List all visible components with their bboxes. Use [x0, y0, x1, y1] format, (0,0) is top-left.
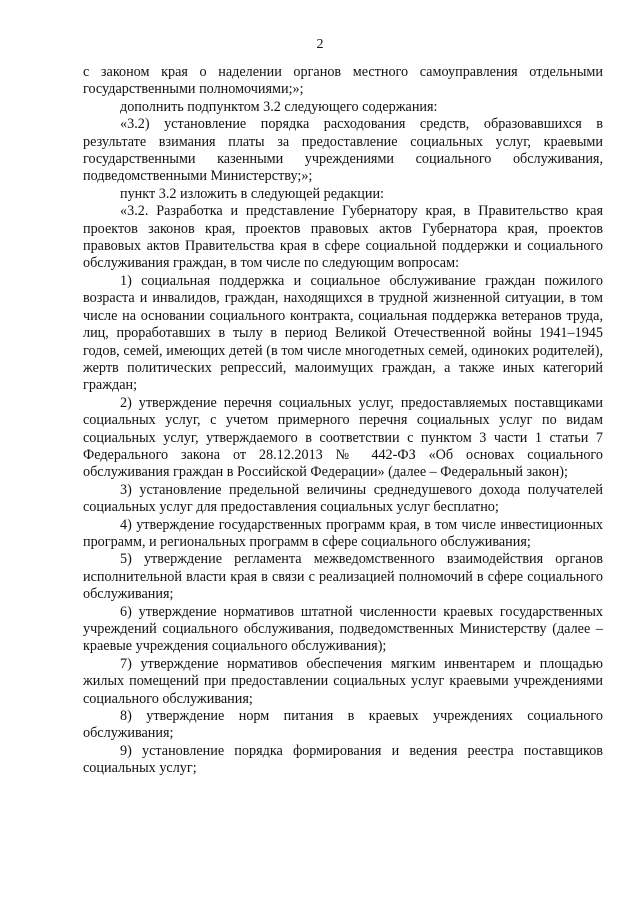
list-item-1: 1) социальная поддержка и социальное обслуживание граждан пожилого возраста и инвалидов, граждан, находящихся в трудной жизненной ситуации, в том числе на основании социального контракта, социальная поддержка ветеранов труда, лиц, проработавших в тылу в период Великой Отечественной войны 1941–1945 годов, семей, имеющих детей (в том числе многодетных семей, одиноких родителей), жертв политических репрессий, малоимущих граждан, а также иных категорий граждан; — [83, 272, 603, 394]
paragraph-subclause-3-2: «3.2) установление порядка расходования средств, образовавшихся в результате взимания платы за предоставление социальных услуг, краевыми государственными казенными учреждениями социального обслуживания, подведомственными Министерству;»; — [83, 116, 603, 185]
list-item-6: 6) утверждение нормативов штатной численности краевых государственных учреждений социального обслуживания, подведомственных Министерству (далее – краевые учреждения социального обслуживания); — [83, 603, 603, 655]
paragraph-continuation: с законом края о наделении органов местного самоуправления отдельными государственными полномочиями;»; — [83, 64, 603, 98]
list-item-3: 3) установление предельной величины среднедушевого дохода получателей социальных услуг для предоставления социальных услуг бесплатно; — [83, 481, 603, 516]
list-item-5: 5) утверждение регламента межведомственного взаимодействия органов исполнительной власти края в связи с реализацией полномочий в сфере социального обслуживания; — [83, 551, 603, 603]
list-item-8: 8) утверждение норм питания в краевых учреждениях социального обслуживания; — [83, 708, 603, 742]
paragraph-amend-instruction: дополнить подпунктом 3.2 следующего содержания: — [120, 98, 438, 115]
list-item-9: 9) установление порядка формирования и ведения реестра поставщиков социальных услуг; — [83, 742, 603, 777]
list-item-2: 2) утверждение перечня социальных услуг, предоставляемых поставщиками социальных услуг, с учетом примерного перечня социальных услуг по видам социальных услуг, утверждаемого в соответствии с пунктом 3 части 1 статьи 7 Федерального закона от 28.12.2013 № 442-ФЗ «Об основах социального обслуживания граждан в Российской Федерации» (далее – Федеральный закон); — [83, 394, 603, 481]
paragraph-clause-3-2: «3.2. Разработка и представление Губернатору края, в Правительство края проектов законов края, проектов правовых актов Губернатора края, проектов правовых актов Правительства края в сфере социальной поддержки и социального обслуживания граждан, в том числе по следующим вопросам: — [83, 203, 603, 272]
page-number: 2 — [316, 37, 324, 52]
paragraph-redaction-instruction: пункт 3.2 изложить в следующей редакции: — [120, 185, 384, 202]
list-item-7: 7) утверждение нормативов обеспечения мягким инвентарем и площадью жилых помещений при предоставлении социальных услуг краевыми учреждениями социального обслуживания; — [83, 655, 603, 707]
list-item-4: 4) утверждение государственных программ края, в том числе инвестиционных программ, и региональных программ в сфере социального обслуживания; — [83, 516, 603, 550]
document-body — [83, 64, 603, 778]
